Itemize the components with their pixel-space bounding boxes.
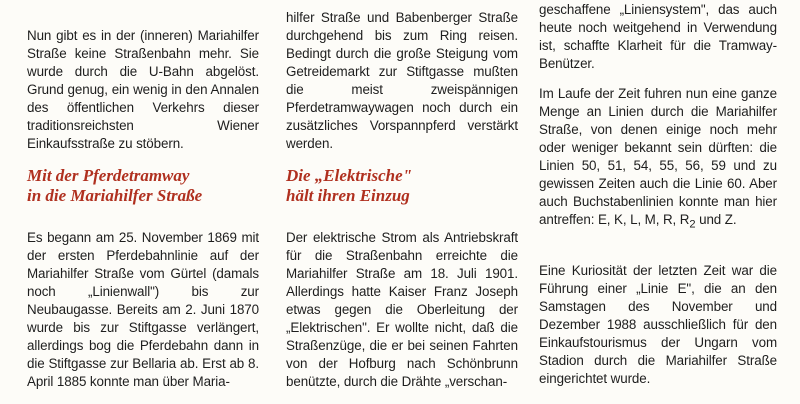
linien-paragraph: [539, 85, 777, 234]
intro-paragraph: Nun gibt es in der (inneren) Mariahilfer Straße keine Straßenbahn mehr. Sie wurde durch die U-Bahn abgelöst. Grund genug, ein wenig in den Annalen des öffentlichen Verkehrs dieser traditionsreichsten Wiener Einkaufsstraße zu stöbern.: [27, 28, 259, 151]
heading-line: Die „Elektrische": [286, 166, 413, 185]
elektrische-paragraph: Der elektrische Strom als Antriebskraft für die Straßenbahn erreichte die Mariahilfer Straße am 18. Juli 1901. Allerdings hatte Kaiser Franz Joseph etwas gegen die Oberleitung der „Elektrischen". Er wollte nicht, daß die Straßenzüge, die er bei seinen Fahrten von der Hofburg nach Schönbrunn benützte, durch die Drähte „verschan-: [286, 230, 518, 389]
heading-line: Mit der Pferdetramway: [27, 166, 190, 185]
heading-line: hält ihren Einzug: [286, 186, 410, 205]
linie-e-paragraph: Eine Kuriosität der letzten Zeit war die Führung einer „Linie E", die an den Samstagen des November und Dezember 1988 ausschließlich für den Einkaufstourismus der Ungarn vom Stadion durch die Mariahilfer Straße eingerichtet wurde.: [539, 263, 777, 386]
linien-text-end: und Z.: [695, 212, 737, 227]
section-heading-elektrische: [286, 166, 518, 206]
liniensystem-paragraph: geschaffene „Liniensystem", das auch heute noch weitgehend in Verwendung ist, schaffte Klarheit für die Tramway-Benützer.: [539, 2, 777, 71]
linien-text: Im Laufe der Zeit fuhren nun eine ganze Menge an Linien durch die Mariahilfer Straße, von denen einige noch mehr oder weniger bekannt sein dürften: die Linien 50, 51, 54, 55, 56, 59 und zu gewissen Zeiten auch die Linie 60. Aber auch Buchstabenlinien konnte man hier antreffen: E, K, L, M, R, R: [539, 86, 777, 227]
continuation-paragraph: hilfer Straße und Babenberger Straße durchgehend bis zum Ring reisen. Bedingt durch die große Steigung vom Getreidemarkt zur Stiftgasse mußten die meist zweispännigen Pferdetramwaywagen noch durch ein zusätzliches Vorspannpferd verstärkt werden.: [286, 10, 518, 151]
subscript-two: 2: [689, 218, 696, 231]
section-heading-pferdetramway: [27, 166, 259, 206]
pferdetramway-paragraph: Es begann am 25. November 1869 mit der ersten Pferdebahnlinie auf der Mariahilfer Straße vom Gürtel (damals noch „Linienwall") bis zur Neubaugasse. Bereits am 2. Juni 1870 wurde bis zur Stiftgasse verlängert, allerdings bog die Pferdebahn dann in die Stiftgasse zur Bellaria ab. Erst ab 8. April 1885 konnte man über Maria-: [27, 230, 259, 389]
heading-line: in die Mariahilfer Straße: [27, 186, 203, 205]
